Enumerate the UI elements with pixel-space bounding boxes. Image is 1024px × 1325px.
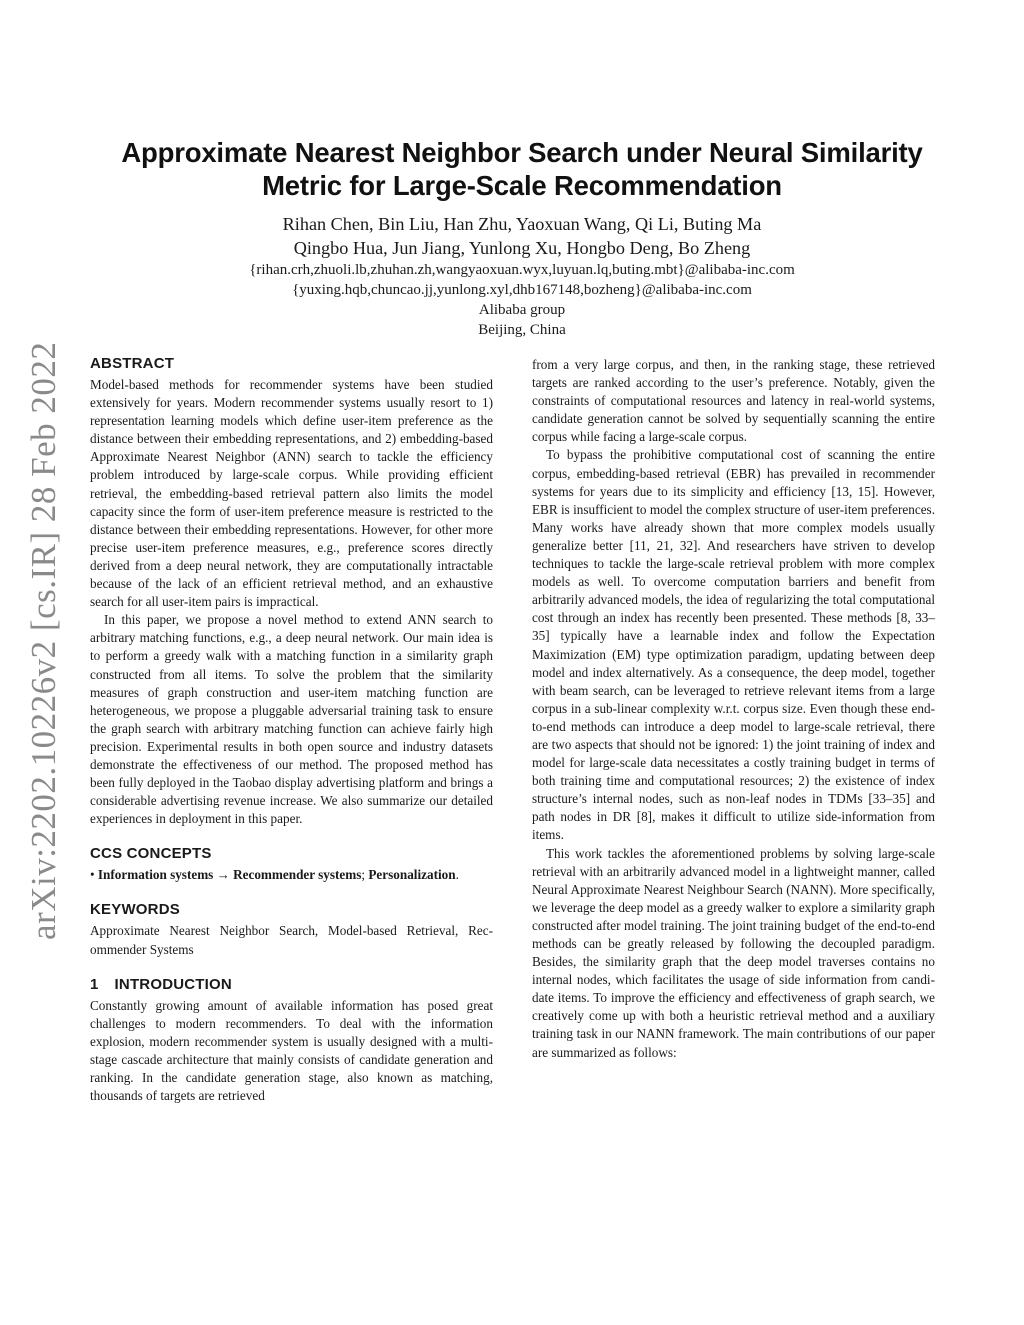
location: Beijing, China bbox=[478, 322, 566, 338]
section-number: 1 bbox=[90, 975, 99, 993]
paper-title bbox=[60, 136, 984, 202]
authors-line-2: Qingbo Hua, Jun Jiang, Yunlong Xu, Hongbo Deng, Bo Zheng bbox=[293, 238, 751, 258]
introduction-paragraph-1-end: from a very large corpus, and then, in the ranking stage, these retrieved targets are ranked according to the user’s preference. Notably, given the constraints of computational resources and latency in real-world systems, candidate generation cannot be solved by sequentially scanning the entire corpus while facing a large-scale corpus. bbox=[532, 357, 935, 445]
authors-line-1: Rihan Chen, Bin Liu, Han Zhu, Yaoxuan Wang, Qi Li, Buting Ma bbox=[282, 214, 762, 234]
author-emails bbox=[60, 260, 984, 300]
separator: ; bbox=[361, 867, 366, 883]
paper-header bbox=[60, 136, 984, 340]
emails-line-1: {rihan.crh,zhuoli.lb,zhuhan.zh,wangyaoxuan.wyx,luyuan.lq,buting.mbt}@alibaba-inc.com bbox=[249, 262, 795, 278]
title-line-2: Metric for Large-Scale Recommendation bbox=[262, 170, 782, 201]
ccs-concepts-text bbox=[90, 866, 493, 884]
title-line-1: Approximate Nearest Neighbor Search under Neural Similarity bbox=[121, 137, 923, 168]
introduction-paragraph-2: To bypass the prohibitive computational cost of scanning the entire corpus, embedding-based retrieval (EBR) has prevailed in recommender systems for years due to its simplicity and efficiency [13, 15]. However, EBR is insufficient to model the complex structure of user-item preferences. Many works have already shown that more complex models usually generalize better [11, 21, 32]. And researchers have striven to develop techniques to tackle the large-scale retrieval problem with more complex models as well. To overcome computation barriers and benefit from arbitrarily advanced models, the idea of regularizing the total computational cost through an index has recently been presented. These methods [8, 33–35] typically have a learnable index and follow the Expectation Maximization (EM) type optimization paradigm, updating between deep model and index alternatively. As a consequence, the deep model, together with beam search, can be leveraged to retrieve relevant items from a large corpus in a sub-linear complexity w.r.t. corpus size. Even though these end-to-end methods can introduce a deep model to large-scale retrieval, there are two aspects that should not be ignored: 1) the joint training of index and model for large-scale data necessitates a costly training budget in terms of both training time and computational resources; 2) the existence of index structure’s internal nodes, such as non-leaf nodes in TDMs [33–35] and path nodes in DR [8], makes it difficult to utilize side-information from items. bbox=[532, 447, 935, 843]
right-column bbox=[532, 356, 935, 1062]
section-title: INTRODUCTION bbox=[114, 975, 232, 993]
arrow-icon: → bbox=[216, 867, 230, 883]
author-list bbox=[60, 212, 984, 260]
introduction-heading bbox=[90, 975, 493, 995]
ccs-concept-recommender-systems: Recommender systems bbox=[233, 867, 362, 883]
keywords-text: Approximate Nearest Neighbor Search, Model-based Retrieval, Recommender Systems bbox=[90, 923, 493, 957]
emails-line-2: {yuxing.hqb,chuncao.jj,yunlong.xyl,dhb167148,bozheng}@alibaba-inc.com bbox=[292, 282, 752, 298]
ccs-concept-information-systems: Information systems bbox=[97, 867, 214, 883]
terminator: . bbox=[455, 867, 459, 883]
ccs-concept-personalization: Personalization bbox=[368, 867, 456, 883]
affiliation: Alibaba group bbox=[478, 302, 566, 318]
abstract-paragraph-1: Model-based methods for recommender systems have been studied extensively for years. Modern recommender systems usually resort to 1) representation learning models which define user-item preference as the distance between their embedding representations, and 2) embedding-based Approximate Nearest Neighbor (ANN) search to tackle the efficiency problem introduced by large-scale corpus. While providing efficient retrieval, the embedding-based retrieval pattern also limits the model capacity since the form of user-item preference measure is restricted to the distance between their embedding representations. However, for other more precise user-item preference measures, e.g., preference scores directly derived from a deep neural network, they are computationally intractable because of the lack of an efficient retrieval method, and an exhaustive search for all user-item pairs is impractical. bbox=[90, 377, 493, 610]
keywords-heading: KEYWORDS bbox=[90, 901, 180, 919]
introduction-paragraph-3: This work tackles the aforementioned problems by solving large-scale retrieval with an arbitrarily advanced model in a lightweight manner, called Neural Approximate Nearest Neighbour Search (NANN). More specifically, we leverage the deep model as a greedy walker to explore a similarity graph constructed after model training. The joint training budget of the end-to-end methods can be greatly released by following the decoupled paradigm. Besides, the similarity graph that the deep model traverses contains no internal nodes, which facilitates the usage of side information from candidate items. To improve the efficiency and effectiveness of graph search, we creatively come up with both a heuristic retrieval method and a auxiliary training task in our NANN framework. The main contributions of our paper are summarized as follows: bbox=[532, 845, 935, 1060]
abstract-heading: ABSTRACT bbox=[90, 355, 175, 372]
ccs-concepts-heading: CCS CONCEPTS bbox=[90, 845, 212, 863]
bullet-glyph: • bbox=[90, 867, 95, 883]
abstract-paragraph-2: In this paper, we propose a novel method to extend ANN search to arbitrary matching functions, e.g., a deep neural network. Our main idea is to perform a greedy walk with a matching function in a similarity graph constructed from all items. To solve the problem that the similarity measures of graph construction and user-item matching function are heterogeneous, we propose a pluggable adversarial training task to ensure the graph search with arbitrary matching function can achieve fairly high precision. Experimental results in both open source and industry datasets demonstrate the effectiveness of our method. The proposed method has been fully deployed in the Taobao display advertising platform and brings a considerable advertising revenue increase. We also summarize our detailed experiences in deployment in this paper. bbox=[90, 612, 493, 827]
left-column bbox=[90, 354, 493, 1105]
arxiv-identifier-stamp: arXiv:2202.10226v2 [cs.IR] 28 Feb 2022 bbox=[24, 341, 63, 940]
introduction-paragraph-1-start: Constantly growing amount of available information has posed great challenges to modern recommenders. To deal with the information explosion, modern recommender system is usually designed with a multi-stage cascade architecture that mainly consists of candidate generation and ranking. In the candidate generation stage, also known as matching, thousands of targets are retrieved bbox=[90, 997, 493, 1104]
